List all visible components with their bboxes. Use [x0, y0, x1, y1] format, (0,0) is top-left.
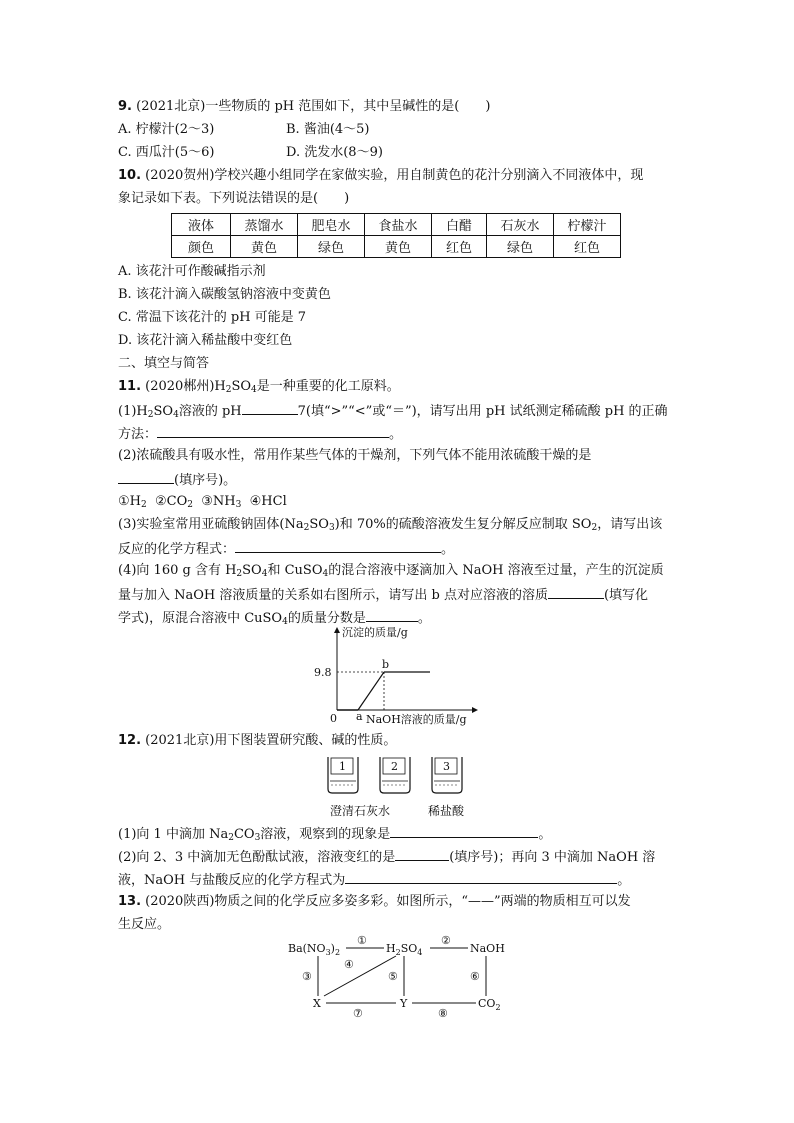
q13-number: 13.: [118, 894, 142, 909]
q11-text: (3)实验室常用亚硫酸钠固体(Na: [118, 517, 304, 532]
q9-text: (2021北京)一些物质的 pH 范围如下，其中呈碱性的是( ): [131, 99, 491, 114]
link-label-7: ⑦: [353, 1007, 363, 1020]
q10-number: 10.: [118, 168, 142, 183]
q11-text: 的混合溶液中逐滴加入 NaOH 溶液至过量，产生的沉淀质: [328, 563, 664, 578]
q11-part1-line1: [118, 400, 668, 422]
y-axis-label: 沉淀的质量/g: [342, 626, 408, 639]
gas-option: ②CO: [155, 494, 188, 509]
subscript: 3: [235, 500, 242, 510]
link-4: [324, 956, 396, 996]
answer-blank[interactable]: [548, 584, 604, 599]
answer-blank[interactable]: [157, 423, 389, 438]
q9-number: 9.: [118, 99, 132, 114]
answer-blank[interactable]: [390, 823, 538, 838]
node-h2so4: $H_2SO_4$: [386, 942, 423, 957]
q12-text: 。: [617, 873, 631, 888]
q11-text: (填序号)。: [174, 473, 237, 488]
q11-part1-line2: [118, 423, 402, 445]
link-label-6: ⑥: [470, 970, 480, 983]
subscript: 2: [187, 500, 193, 510]
q13-stem-line1: [118, 892, 631, 912]
q11-text: SO: [242, 563, 262, 578]
q11-text: (填写化: [603, 588, 649, 603]
beaker-label-limewater: 澄清石灰水: [330, 804, 391, 818]
subscript: 2: [303, 523, 310, 533]
table-cell: 液体: [172, 214, 231, 236]
q10-table-row: [172, 236, 621, 258]
q9-option-c: C. 西瓜汁(5～6): [118, 145, 215, 160]
q12-text: CO: [233, 827, 255, 842]
q11-part4-line2: [118, 584, 648, 606]
point-b-label: b: [382, 658, 390, 671]
q11-text: 。: [417, 611, 431, 626]
link-label-2: ②: [441, 934, 451, 947]
q9-option-d: D. 洗发水(8～9): [286, 145, 383, 160]
link-label-4: ④: [344, 958, 354, 971]
q11-text: )和 70%的硫酸溶液发生复分解反应制取 SO: [334, 517, 592, 532]
precipitate-graph: [300, 624, 500, 726]
q11-text: 学式)，原混合溶液中 CuSO: [118, 611, 283, 626]
q11-text: 7(填“>”“<”或“＝”)，请写出用 pH 试纸测定稀硫酸 pH 的正确: [297, 404, 668, 419]
node-co2: $CO_2$: [478, 997, 501, 1012]
y-tick-label: 9.8: [314, 666, 332, 679]
q9-option-a: A. 柠檬汁(2～3): [118, 122, 215, 137]
node-naoh: NaOH: [470, 942, 505, 955]
q11-text: 方法：: [118, 427, 158, 442]
q10-option-b: B. 该花汁滴入碳酸氢钠溶液中变黄色: [118, 287, 331, 302]
answer-blank[interactable]: [242, 400, 298, 415]
answer-blank[interactable]: [395, 846, 449, 861]
q11-number: 11.: [118, 379, 142, 394]
q11-text: 。: [441, 542, 455, 557]
table-cell: 红色: [554, 236, 621, 258]
link-label-1: ①: [357, 934, 367, 947]
subscript: 3: [328, 523, 335, 533]
q11-text: 溶液的 pH: [178, 404, 242, 419]
q11-text: (4)向 160 g 含有 H: [118, 563, 237, 578]
beaker-number: 3: [443, 760, 450, 773]
q11-stem: [118, 377, 400, 397]
origin-label: 0: [330, 712, 337, 725]
q12-stem: [118, 731, 396, 751]
table-cell: 白醋: [432, 214, 487, 236]
subscript: 2: [225, 385, 232, 395]
q11-part4-line1: [118, 561, 664, 581]
beaker-number: 1: [339, 760, 346, 773]
subscript: 2: [141, 500, 147, 510]
q11-text: SO: [309, 517, 329, 532]
q9-option-b: B. 酱油(4～5): [286, 122, 370, 137]
q10-table: [171, 213, 621, 258]
answer-blank[interactable]: [235, 538, 441, 553]
table-cell: 肥皂水: [298, 214, 365, 236]
node-ba-no3-2: $Ba(NO_3)_2$: [288, 942, 341, 957]
q12-text: (2021北京)用下图装置研究酸、碱的性质。: [141, 733, 397, 748]
x-axis-label: NaOH溶液的质量/g: [366, 713, 467, 726]
table-cell: 红色: [432, 236, 487, 258]
q12-text: (2)向 2、3 中滴加无色酚酞试液，溶液变红的是: [118, 850, 396, 865]
q12-part2-line2: [118, 869, 630, 891]
table-cell: 黄色: [231, 236, 298, 258]
q12-part1: [118, 823, 551, 845]
subscript: 2: [147, 410, 154, 420]
q11-part3-line1: [118, 515, 662, 535]
subscript: 4: [261, 569, 268, 579]
q12-text: (1)向 1 中滴加 Na: [118, 827, 229, 842]
q11-text: SO: [231, 379, 252, 394]
gas-option: ③NH: [201, 494, 236, 509]
q10-option-c: C. 常温下该花汁的 pH 可能是 7: [118, 310, 307, 325]
q11-part3-line2: [118, 538, 454, 560]
q11-text: 反应的化学方程式：: [118, 542, 236, 557]
node-y: Y: [400, 997, 408, 1010]
answer-blank[interactable]: [345, 869, 617, 884]
q10-stem-line2: 象记录如下表。下列说法错误的是( ): [118, 191, 350, 206]
q10-option-a: A. 该花汁可作酸碱指示剂: [118, 264, 266, 279]
table-cell: 黄色: [365, 236, 432, 258]
subscript: 4: [322, 569, 329, 579]
q9-stem: [118, 97, 490, 117]
beaker-1: [328, 757, 358, 793]
q11-part2-line2: [118, 469, 236, 491]
q12-text: 。: [538, 827, 552, 842]
q11-text: (1)H: [118, 404, 148, 419]
subscript: 2: [591, 523, 598, 533]
q11-text: 量与加入 NaOH 溶液质量的关系如右图所示，请写出 b 点对应溶液的溶质: [118, 588, 548, 603]
q11-text: 的质量分数是: [287, 611, 366, 626]
point-a-label: a: [356, 710, 363, 723]
q12-part2-line1: [118, 846, 655, 868]
q11-text: 和 CuSO: [267, 563, 323, 578]
table-cell: 石灰水: [487, 214, 554, 236]
table-cell: 柠檬汁: [554, 214, 621, 236]
answer-blank[interactable]: [118, 469, 174, 484]
beaker-number: 2: [391, 760, 398, 773]
subscript: 2: [228, 833, 234, 843]
q13-text: (2020陕西)物质之间的化学反应多姿多彩。如图所示，“——”两端的物质相互可以发: [141, 894, 631, 909]
table-cell: 食盐水: [365, 214, 432, 236]
link-label-3: ③: [302, 970, 312, 983]
q12-text: 溶液，观察到的现象是: [260, 827, 391, 842]
q11-text: 是一种重要的化工原料。: [256, 379, 400, 394]
subscript: 3: [254, 833, 261, 843]
answer-blank[interactable]: [366, 607, 418, 622]
q12-text: (填序号)；再向 3 中滴加 NaOH 溶: [449, 850, 656, 865]
beakers-figure: [318, 753, 488, 823]
q12-text: 液，NaOH 与盐酸反应的化学方程式为: [118, 873, 346, 888]
q10-table-header-row: [172, 214, 621, 236]
subscript: 2: [236, 569, 243, 579]
q11-text: (2020郴州)H: [141, 379, 226, 394]
link-label-8: ⑧: [438, 1007, 448, 1020]
gas-option: ①H: [118, 494, 141, 509]
subscript: 4: [173, 410, 179, 420]
gas-option: ④HCl: [249, 494, 287, 509]
node-x: X: [313, 997, 321, 1010]
q13-stem-line2: 生反应。: [118, 917, 171, 932]
subscript: 4: [282, 617, 288, 627]
section-heading: 二、填空与简答: [118, 356, 210, 371]
q12-number: 12.: [118, 733, 142, 748]
table-cell: 绿色: [487, 236, 554, 258]
link-label-5: ⑤: [388, 970, 398, 983]
graph-line-rising: [358, 672, 384, 710]
reaction-diagram: [284, 932, 514, 1020]
q11-part2-line1: (2)浓硫酸具有吸水性，常用作某些气体的干燥剂，下列气体不能用浓硫酸干燥的是: [118, 448, 592, 463]
subscript: 4: [251, 385, 257, 395]
q11-text: 。: [389, 427, 403, 442]
beaker-2: [380, 757, 410, 793]
beaker-3: [432, 757, 462, 793]
q10-option-d: D. 该花汁滴入稀盐酸中变红色: [118, 333, 293, 348]
q11-text: SO: [153, 404, 174, 419]
q11-text: ，请写出该: [597, 517, 663, 532]
q10-stem-line1: [118, 166, 643, 186]
q10-text-1: (2020贺州)学校兴趣小组同学在家做实验，用自制黄色的花汁分别滴入不同液体中，现: [141, 168, 644, 183]
table-cell: 蒸馏水: [231, 214, 298, 236]
table-cell: 绿色: [298, 236, 365, 258]
q11-part2-options: [118, 492, 287, 512]
beaker-label-hcl: 稀盐酸: [428, 804, 465, 818]
table-cell: 颜色: [172, 236, 231, 258]
